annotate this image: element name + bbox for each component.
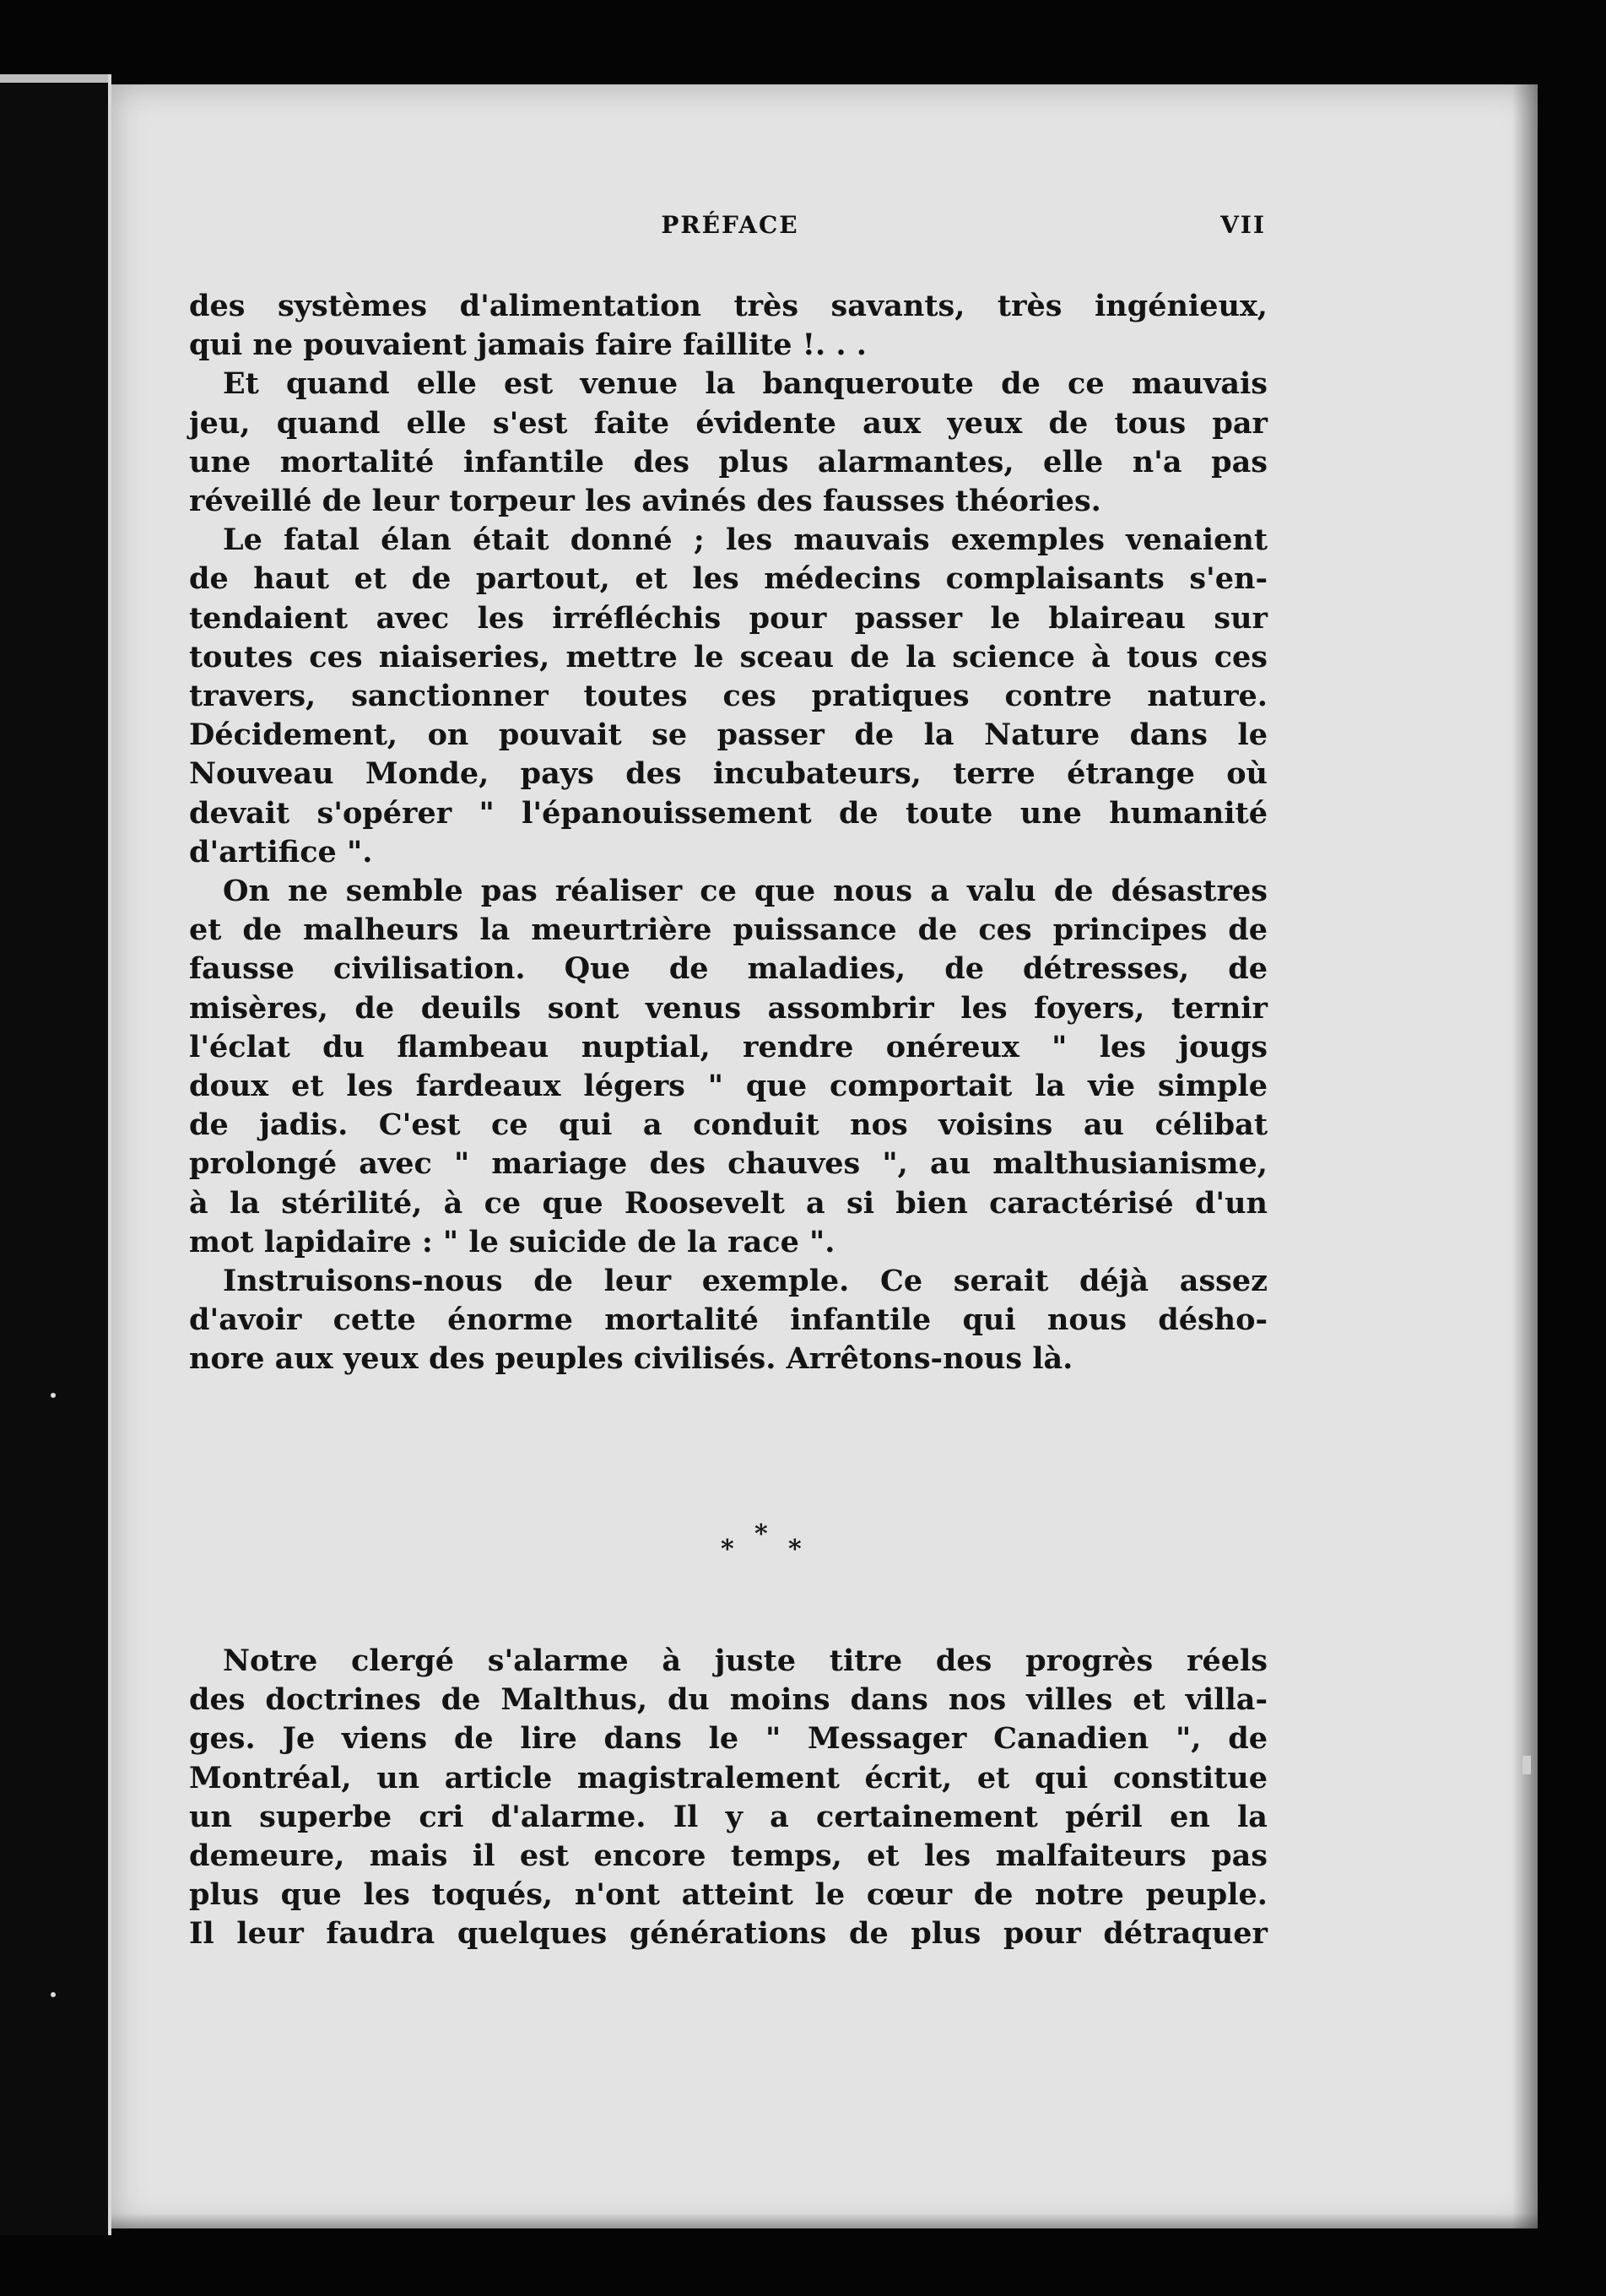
text-line: Montréal, un article magistralement écrit, et qui constitue [189, 1760, 1268, 1795]
text-line: de jadis. C'est ce qui a conduit nos voisins au célibat [189, 1107, 1268, 1143]
text-line: plus que les toqués, n'ont atteint le cœur de notre peuple. [189, 1877, 1268, 1913]
text-line: Il leur faudra quelques générations de plus pour détraquer [189, 1916, 1268, 1952]
text-line: jeu, quand elle s'est faite évidente aux yeux de tous par [189, 405, 1268, 441]
margin-speck [51, 1992, 56, 1997]
text-line: Nouveau Monde, pays des incubateurs, terre étrange où [189, 756, 1268, 792]
text-line: doux et les fardeaux légers " que comportait la vie simple [189, 1069, 1268, 1104]
asterisk-glyph: * [754, 1519, 768, 1549]
text-line: et de malheurs la meurtrière puissance de ces principes de [189, 912, 1268, 948]
edge-tear [1504, 1756, 1538, 1790]
text-line: Le fatal élan était donné ; les mauvais exemples venaient [223, 523, 1268, 558]
text-line: d'artifice ". [189, 834, 373, 869]
page-number: VII [1220, 211, 1266, 239]
section-asterism [717, 1519, 819, 1570]
asterisk-glyph: * [721, 1535, 734, 1564]
text-line: de haut et de partout, et les médecins complaisants s'en- [189, 561, 1268, 597]
text-line: Décidement, on pouvait se passer de la Nature dans le [189, 718, 1268, 753]
text-line: qui ne pouvaient jamais faire faillite !. . . [189, 328, 867, 363]
page-shadow [1512, 84, 1538, 2228]
chapter-title: PRÉFACE [661, 211, 799, 239]
text-line: mot lapidaire : " le suicide de la race ". [189, 1224, 835, 1259]
text-line: devait s'opérer " l'épanouissement de toute une humanité [189, 795, 1268, 831]
text-line: tendaient avec les irréfléchis pour passer le blaireau sur [189, 600, 1268, 636]
text-line: prolongé avec " mariage des chauves ", au malthusianisme, [189, 1146, 1268, 1182]
text-line: Et quand elle est venue la banqueroute de ce mauvais [223, 366, 1268, 402]
text-line: à la stérilité, à ce que Roosevelt a si bien caractérisé d'un [189, 1185, 1268, 1221]
running-head [194, 211, 1266, 245]
body-text-top [189, 287, 1268, 1379]
text-line: toutes ces niaiseries, mettre le sceau de la science à tous ces [189, 639, 1268, 674]
text-line: nore aux yeux des peuples civilisés. Arrêtons-nous là. [189, 1341, 1073, 1377]
text-line: un superbe cri d'alarme. Il y a certainement péril en la [189, 1799, 1268, 1834]
text-line: ges. Je viens de lire dans le " Messager Canadien ", de [189, 1721, 1268, 1757]
text-line: misères, de deuils sont venus assombrir les foyers, ternir [189, 990, 1268, 1026]
text-line: travers, sanctionner toutes ces pratiques contre nature. [189, 679, 1268, 714]
text-line: une mortalité infantile des plus alarmantes, elle n'a pas [189, 444, 1268, 479]
page-bottom-edge [111, 2213, 1538, 2228]
text-line: des systèmes d'alimentation très savants, très ingénieux, [189, 289, 1268, 323]
text-line: Instruisons-nous de leur exemple. Ce serait déjà assez [223, 1264, 1268, 1299]
text-line: fausse civilisation. Que de maladies, de détresses, de [189, 951, 1268, 987]
body-text-bottom [189, 1642, 1268, 1954]
text-line: des doctrines de Malthus, du moins dans nos villes et villa- [189, 1682, 1268, 1718]
text-line: Notre clergé s'alarme à juste titre des progrès réels [223, 1643, 1268, 1678]
text-line: On ne semble pas réaliser ce que nous a valu de désastres [223, 874, 1268, 909]
text-line: d'avoir cette énorme mortalité infantile qui nous désho- [189, 1302, 1268, 1338]
text-line: l'éclat du flambeau nuptial, rendre onéreux " les jougs [189, 1029, 1268, 1064]
asterisk-glyph: * [788, 1535, 802, 1564]
margin-speck [51, 1393, 56, 1398]
facing-page-edge [0, 74, 111, 2235]
text-line: demeure, mais il est encore temps, et les malfaiteurs pas [189, 1838, 1268, 1874]
text-line: réveillé de leur torpeur les avinés des fausses théories. [189, 484, 1101, 519]
